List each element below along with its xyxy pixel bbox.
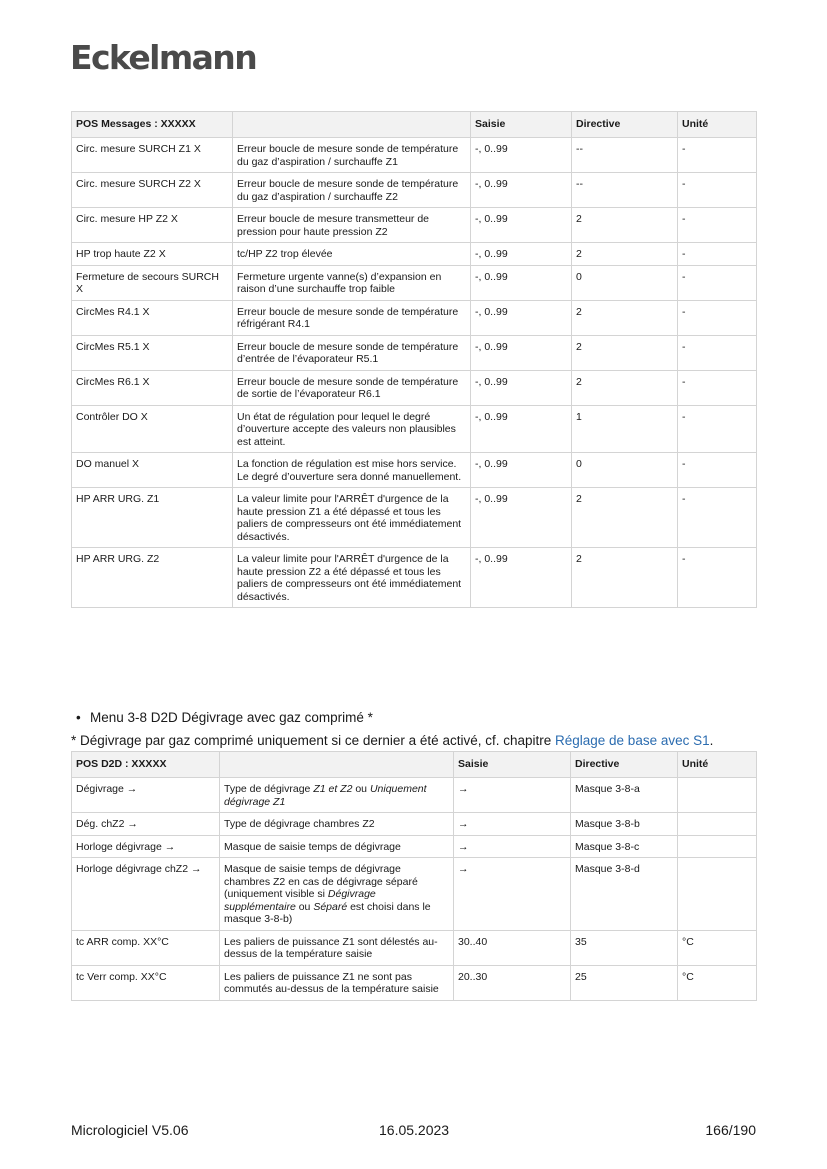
cell-directive: --	[572, 173, 678, 208]
col-header-description	[220, 752, 454, 778]
table-row	[72, 548, 757, 608]
description-segment: Les paliers de puissance Z1 sont délestés au-dessus de la température saisie	[224, 935, 438, 960]
cell-directive: 2	[572, 208, 678, 243]
cell-description: Erreur boucle de mesure sonde de température de sortie de l’évaporateur R6.1	[233, 370, 471, 405]
description-segment: Type de dégivrage	[224, 783, 314, 795]
cell-unite: -	[678, 138, 757, 173]
cell-unite: -	[678, 243, 757, 266]
cell-pos: Circ. mesure SURCH Z1 X	[72, 138, 233, 173]
cell-unite: -	[678, 173, 757, 208]
cell-directive: 0	[572, 265, 678, 300]
cell-saisie: →	[454, 858, 571, 931]
description-segment: Type de dégivrage chambres Z2	[224, 818, 375, 830]
table-row	[72, 835, 757, 858]
cell-directive: 0	[572, 453, 678, 488]
table-row	[72, 173, 757, 208]
cell-saisie: -, 0..99	[471, 173, 572, 208]
cell-pos: tc Verr comp. XX°C	[72, 965, 220, 1000]
cell-saisie: -, 0..99	[471, 335, 572, 370]
cell-description: Erreur boucle de mesure sonde de température du gaz d’aspiration / surchauffe Z2	[233, 173, 471, 208]
cell-directive: Masque 3-8-d	[571, 858, 678, 931]
cell-pos: Dég. chZ2 →	[72, 813, 220, 836]
cell-unite: -	[678, 335, 757, 370]
cell-directive: Masque 3-8-a	[571, 778, 678, 813]
cell-pos: Fermeture de secours SURCH X	[72, 265, 233, 300]
cell-directive: 1	[572, 405, 678, 453]
cell-pos: Horloge dégivrage →	[72, 835, 220, 858]
hot-gas-note	[71, 733, 713, 748]
description-segment: Les paliers de puissance Z1 ne sont pas commutés au-dessus de la température saisie	[224, 970, 439, 995]
cell-description: Un état de régulation pour lequel le degré d’ouverture accepte des valeurs non plausibles est atteint.	[233, 405, 471, 453]
col-header-unite: Unité	[678, 752, 757, 778]
cell-directive: Masque 3-8-c	[571, 835, 678, 858]
cell-directive: 2	[572, 370, 678, 405]
cell-directive: 2	[572, 243, 678, 266]
cell-description: La valeur limite pour l'ARRÊT d'urgence de la haute pression Z1 a été dépassé et tous les paliers de compresseurs ont été immédiatement désactivés.	[233, 488, 471, 548]
description-segment: est choisi dans le masque 3-8-b)	[224, 900, 431, 925]
cell-pos: tc ARR comp. XX°C	[72, 930, 220, 965]
cell-unite: °C	[678, 930, 757, 965]
col-header-saisie: Saisie	[454, 752, 571, 778]
eckelmann-logo: Eckelmann	[70, 38, 257, 77]
note-suffix: .	[709, 733, 714, 748]
cell-saisie: -, 0..99	[471, 405, 572, 453]
description-segment: Z1 et Z2	[313, 783, 353, 795]
cell-description	[220, 965, 454, 1000]
table-row	[72, 858, 757, 931]
cell-pos: Horloge dégivrage chZ2 →	[72, 858, 220, 931]
cell-directive: 35	[571, 930, 678, 965]
cell-directive: --	[572, 138, 678, 173]
cell-unite: -	[678, 208, 757, 243]
table-row	[72, 300, 757, 335]
cell-saisie: -, 0..99	[471, 138, 572, 173]
table-row	[72, 335, 757, 370]
cell-saisie: -, 0..99	[471, 453, 572, 488]
description-segment: Dégivrage supplémentaire	[224, 888, 376, 913]
reglage-base-link[interactable]: Réglage de base avec S1	[555, 733, 710, 748]
cell-saisie: -, 0..99	[471, 488, 572, 548]
cell-description: Fermeture urgente vanne(s) d’expansion en raison d’une surchauffe trop faible	[233, 265, 471, 300]
cell-pos: CircMes R4.1 X	[72, 300, 233, 335]
footer-page-number: 166/190	[705, 1122, 756, 1138]
cell-saisie: 30..40	[454, 930, 571, 965]
cell-pos: HP ARR URG. Z2	[72, 548, 233, 608]
cell-description: Erreur boucle de mesure sonde de température d’entrée de l’évaporateur R5.1	[233, 335, 471, 370]
menu-bullet-text: Menu 3-8 D2D Dégivrage avec gaz comprimé *	[90, 710, 373, 725]
cell-unite: -	[678, 300, 757, 335]
cell-pos: Circ. mesure HP Z2 X	[72, 208, 233, 243]
table-row	[72, 813, 757, 836]
cell-pos: HP ARR URG. Z1	[72, 488, 233, 548]
cell-saisie: -, 0..99	[471, 548, 572, 608]
cell-unite: -	[678, 488, 757, 548]
cell-pos: Circ. mesure SURCH Z2 X	[72, 173, 233, 208]
table-row	[72, 965, 757, 1000]
description-segment: Masque de saisie temps de dégivrage chambres Z2 en cas de dégivrage séparé (uniquement visible si	[224, 863, 418, 900]
cell-description	[220, 778, 454, 813]
bullet-dot-icon: •	[76, 710, 81, 725]
cell-directive: 25	[571, 965, 678, 1000]
description-segment: Masque de saisie temps de dégivrage	[224, 840, 401, 853]
cell-directive: 2	[572, 548, 678, 608]
cell-saisie: →	[454, 778, 571, 813]
table-header-row	[72, 112, 757, 138]
col-header-pos: POS D2D : XXXXX	[72, 752, 220, 778]
pos-messages-table	[71, 111, 757, 608]
cell-saisie: -, 0..99	[471, 300, 572, 335]
cell-unite	[678, 835, 757, 858]
footer-date: 16.05.2023	[379, 1122, 450, 1138]
table-row	[72, 243, 757, 266]
cell-description	[220, 930, 454, 965]
description-segment: ou	[352, 783, 370, 795]
cell-unite: -	[678, 453, 757, 488]
col-header-saisie: Saisie	[471, 112, 572, 138]
col-header-unite: Unité	[678, 112, 757, 138]
cell-pos: Contrôler DO X	[72, 405, 233, 453]
cell-description: Erreur boucle de mesure sonde de température du gaz d’aspiration / surchauffe Z1	[233, 138, 471, 173]
note-text: * Dégivrage par gaz comprimé uniquement si ce dernier a été activé, cf. chapitre	[71, 733, 555, 748]
table-row	[72, 453, 757, 488]
table-row	[72, 138, 757, 173]
cell-pos: DO manuel X	[72, 453, 233, 488]
cell-description: Erreur boucle de mesure sonde de température réfrigérant R4.1	[233, 300, 471, 335]
cell-pos: CircMes R5.1 X	[72, 335, 233, 370]
cell-directive: 2	[572, 300, 678, 335]
cell-unite	[678, 813, 757, 836]
cell-saisie: →	[454, 813, 571, 836]
cell-directive: Masque 3-8-b	[571, 813, 678, 836]
cell-description: tc/HP Z2 trop élevée	[233, 243, 471, 266]
table-row	[72, 208, 757, 243]
cell-saisie: →	[454, 835, 571, 858]
table-row	[72, 265, 757, 300]
cell-saisie: -, 0..99	[471, 243, 572, 266]
cell-pos: CircMes R6.1 X	[72, 370, 233, 405]
cell-description	[220, 813, 454, 836]
menu-bullet	[76, 710, 373, 725]
col-header-directive: Directive	[572, 112, 678, 138]
description-segment: Séparé	[313, 900, 348, 913]
cell-unite: -	[678, 370, 757, 405]
cell-description	[220, 858, 454, 931]
cell-pos: Dégivrage →	[72, 778, 220, 813]
cell-unite: -	[678, 265, 757, 300]
table-row	[72, 370, 757, 405]
pos-d2d-table	[71, 751, 757, 1001]
table-row	[72, 778, 757, 813]
cell-saisie: -, 0..99	[471, 370, 572, 405]
col-header-pos: POS Messages : XXXXX	[72, 112, 233, 138]
cell-unite: -	[678, 548, 757, 608]
cell-unite	[678, 778, 757, 813]
description-segment: ou	[295, 900, 314, 913]
cell-unite: -	[678, 405, 757, 453]
cell-description: La valeur limite pour l'ARRÊT d'urgence de la haute pression Z2 a été dépassé et tous les paliers de compresseurs ont été immédiatement désactivés.	[233, 548, 471, 608]
table-row	[72, 930, 757, 965]
table-row	[72, 488, 757, 548]
cell-unite: °C	[678, 965, 757, 1000]
cell-directive: 2	[572, 335, 678, 370]
cell-saisie: 20..30	[454, 965, 571, 1000]
cell-unite	[678, 858, 757, 931]
cell-description: La fonction de régulation est mise hors service. Le degré d’ouverture sera donné manuellement.	[233, 453, 471, 488]
cell-saisie: -, 0..99	[471, 265, 572, 300]
col-header-directive: Directive	[571, 752, 678, 778]
col-header-description	[233, 112, 471, 138]
cell-description: Erreur boucle de mesure transmetteur de pression pour haute pression Z2	[233, 208, 471, 243]
table-row	[72, 405, 757, 453]
cell-saisie: -, 0..99	[471, 208, 572, 243]
table-header-row	[72, 752, 757, 778]
footer-firmware: Micrologiciel V5.06	[71, 1122, 189, 1138]
description-segment: Uniquement dégivrage Z1	[224, 783, 427, 808]
cell-pos: HP trop haute Z2 X	[72, 243, 233, 266]
cell-directive: 2	[572, 488, 678, 548]
cell-description	[220, 835, 454, 858]
